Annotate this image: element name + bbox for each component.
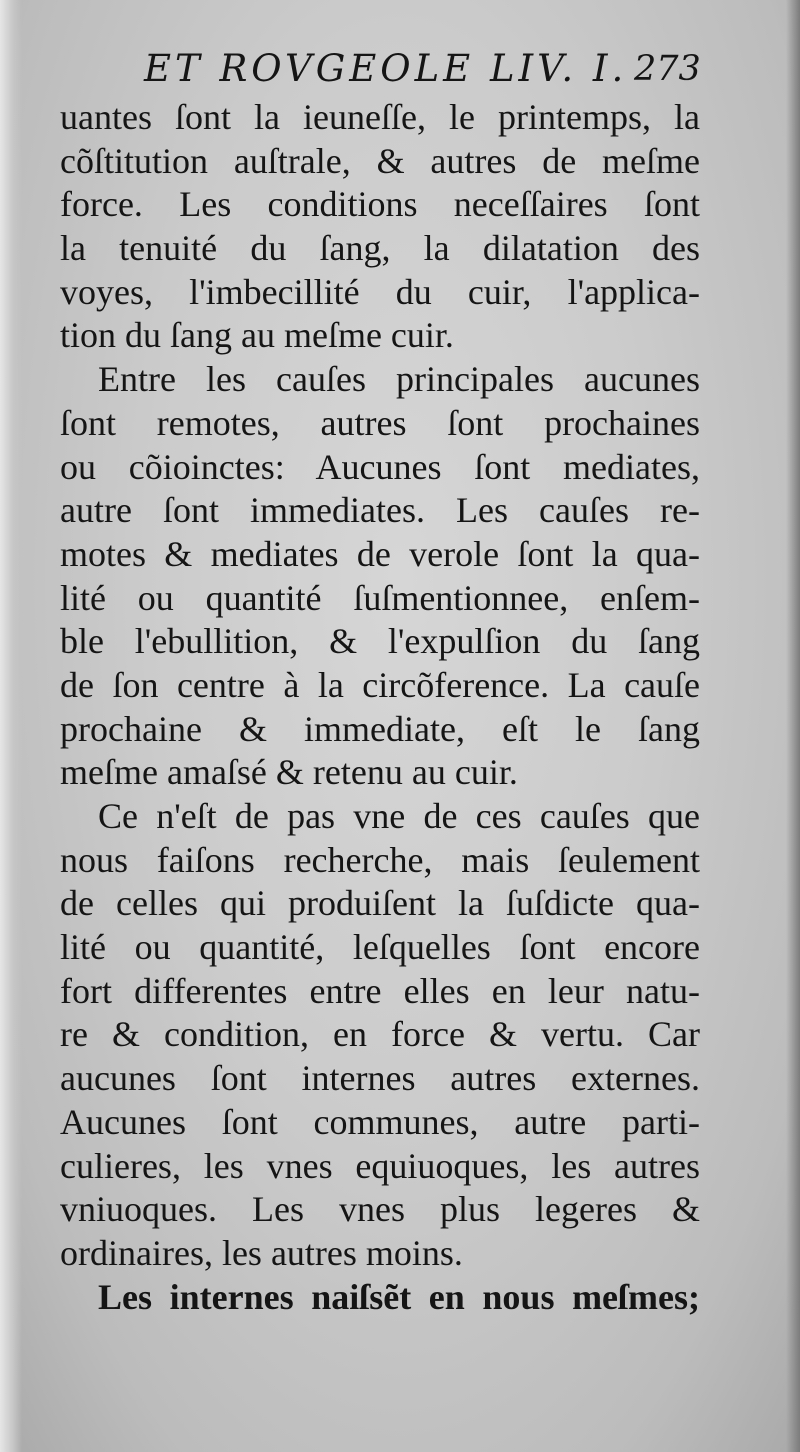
text-line: meſme amaſsé & retenu au cuir. [60, 752, 518, 793]
running-title: ET ROVGEOLE LIV. I. [144, 47, 628, 90]
text-line: de celles qui produiſent la ſuſdicte qua- [60, 883, 700, 924]
text-line: culieres, les vnes equiuoques, les autres [60, 1145, 700, 1186]
page-header [144, 44, 704, 94]
text-line: Aucunes ſont communes, autre parti- [60, 1101, 700, 1142]
text-line: vniuoques. Les vnes plus legeres & [60, 1189, 700, 1230]
text-line: la tenuité du ſang, la dilatation des [60, 228, 700, 269]
text-line: Les internes naiſsẽt en nous meſmes; [98, 1276, 700, 1317]
text-line: ou cõioinctes: Aucunes ſont mediates, [60, 446, 700, 487]
page-number: 273 [634, 49, 701, 89]
page-left-edge [0, 0, 22, 1452]
text-line: de ſon centre à la circõference. La cauſe [60, 664, 700, 705]
text-line: autre ſont immediates. Les cauſes re- [60, 490, 700, 531]
text-line: force. Les conditions neceſſaires ſont [60, 184, 700, 225]
text-line: cõſtitution auſtrale, & autres de meſme [60, 140, 700, 181]
text-line: prochaine & immediate, eſt le ſang [60, 708, 700, 749]
text-line: aucunes ſont internes autres externes. [60, 1058, 700, 1099]
text-line: ſont remotes, autres ſont prochaines [60, 402, 700, 443]
text-line: nous faiſons recherche, mais ſeulement [60, 839, 700, 880]
text-line: Ce n'eſt de pas vne de ces cauſes que [98, 796, 700, 836]
body-text [60, 96, 700, 1319]
text-line: voyes, l'imbecillité du cuir, l'applica- [60, 271, 700, 312]
text-line: fort differentes entre elles en leur natu- [60, 970, 700, 1011]
text-line: motes & mediates de verole ſont la qua- [60, 533, 700, 574]
page-right-edge [786, 0, 800, 1452]
text-line: ble l'ebullition, & l'expulſion du ſang [60, 621, 700, 662]
text-line: ordinaires, les autres moins. [60, 1232, 463, 1273]
text-line: re & condition, en force & vertu. Car [60, 1014, 700, 1055]
text-line: lité ou quantité, leſquelles ſont encore [60, 927, 700, 968]
text-line: tion du ſang au meſme cuir. [60, 315, 454, 356]
text-line: uantes ſont la ieuneſſe, le printemps, la [60, 97, 700, 137]
text-line: lité ou quantité ſuſmentionnee, enſem- [60, 577, 700, 618]
text-line: Entre les cauſes principales aucunes [98, 359, 700, 400]
